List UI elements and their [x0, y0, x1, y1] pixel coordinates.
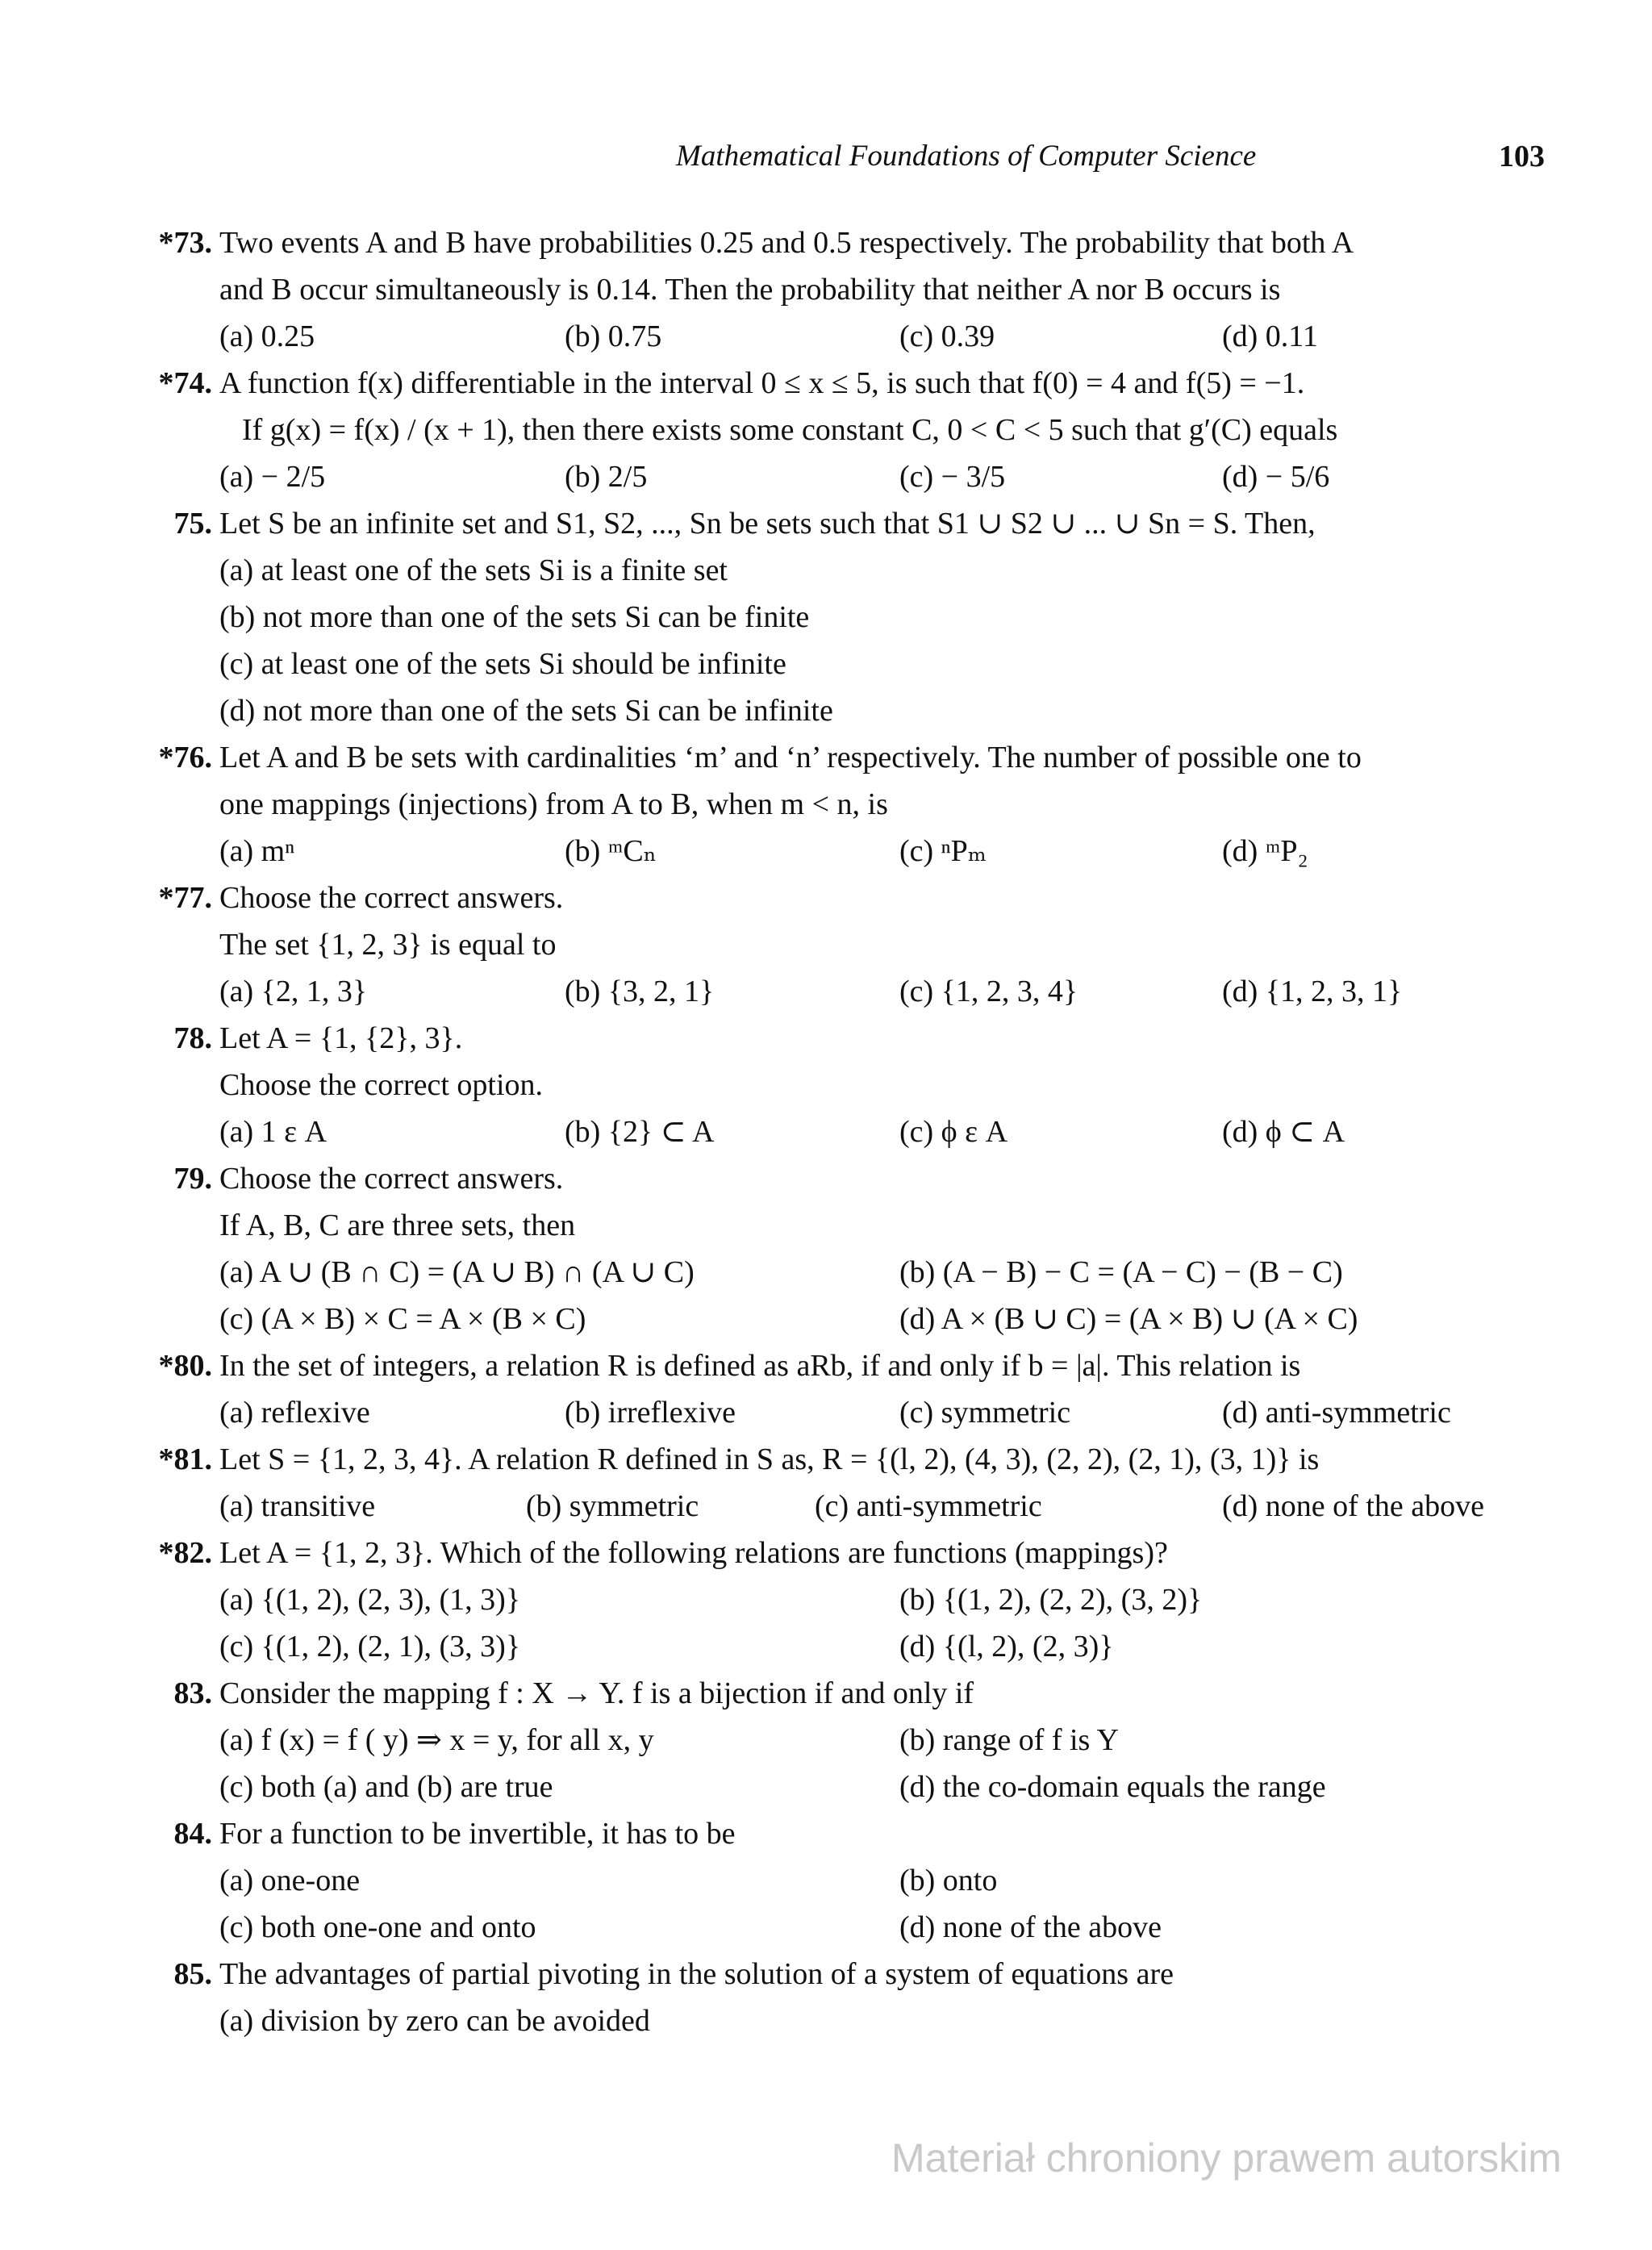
answer-option: (d) the co-domain equals the range	[899, 1770, 1326, 1804]
answer-option: (b) {3, 2, 1}	[565, 975, 715, 1008]
question-text: Choose the correct option.	[219, 1068, 544, 1102]
question-number: *81.	[158, 1442, 212, 1476]
answer-option: (d) none of the above	[899, 1910, 1162, 1944]
question-item	[0, 1810, 1652, 1951]
answer-option: (a) {2, 1, 3}	[219, 975, 368, 1008]
answer-option: (b) {(1, 2), (2, 2), (3, 2)}	[899, 1583, 1203, 1617]
question-text: Let A and B be sets with cardinalities ‘m’ and ‘n’ respectively. The number of possible one to	[219, 741, 1362, 774]
answer-option: (a) 1 ε A	[219, 1115, 327, 1149]
answer-option: (d) − 5/6	[1222, 460, 1330, 494]
question-text: In the set of integers, a relation R is defined as aRb, if and only if b = |a|. This relation is	[219, 1349, 1301, 1383]
question-line	[0, 1342, 1652, 1389]
answer-option: (c) both (a) and (b) are true	[219, 1770, 553, 1804]
answer-option: (d) A × (B ∪ C) = (A × B) ∪ (A × C)	[899, 1302, 1358, 1336]
question-line	[0, 219, 1652, 266]
answer-option: (b) onto	[899, 1864, 998, 1897]
question-line	[0, 1062, 1652, 1108]
question-line	[0, 1015, 1652, 1062]
question-number: 85.	[173, 1957, 212, 1991]
question-line	[0, 1155, 1652, 1202]
question-text: The advantages of partial pivoting in the solution of a system of equations are	[219, 1957, 1174, 1991]
question-text: Let S be an infinite set and S1, S2, ..., Sn be sets such that S1 ∪ S2 ∪ ... ∪ Sn = S. Then,	[219, 507, 1316, 541]
answer-option: (d) ᵐP₂	[1222, 834, 1308, 868]
answer-option: (d) none of the above	[1222, 1489, 1484, 1523]
answer-option: (a) transitive	[219, 1489, 376, 1523]
answer-option: (c) anti-symmetric	[815, 1489, 1042, 1523]
options-row	[0, 1997, 1652, 2044]
question-number: *82.	[158, 1536, 212, 1570]
question-line	[0, 1951, 1652, 1997]
answer-option: (a) one-one	[219, 1864, 361, 1897]
answer-option: (c) at least one of the sets Si should be infinite	[219, 647, 786, 681]
question-text: Two events A and B have probabilities 0.25 and 0.5 respectively. The probability that both A	[219, 226, 1354, 260]
answer-option: (a) division by zero can be avoided	[219, 2004, 650, 2038]
answer-option: (b) range of f is Y	[899, 1723, 1119, 1757]
question-number: *73.	[158, 226, 212, 260]
options-row	[0, 1108, 1652, 1155]
answer-option: (d) not more than one of the sets Si can be infinite	[219, 694, 833, 728]
question-number: 84.	[173, 1817, 212, 1851]
question-item	[0, 875, 1652, 1015]
question-number: *80.	[158, 1349, 212, 1383]
options-row	[0, 1717, 1652, 1764]
question-text: Choose the correct answers.	[219, 1162, 564, 1196]
question-item	[0, 500, 1652, 734]
question-item	[0, 1015, 1652, 1155]
options-row	[0, 1296, 1652, 1342]
answer-option: (d) {1, 2, 3, 1}	[1222, 975, 1403, 1008]
question-number: *77.	[158, 881, 212, 915]
question-text: Let A = {1, {2}, 3}.	[219, 1021, 463, 1055]
question-number: *74.	[158, 366, 212, 400]
question-item	[0, 1342, 1652, 1436]
answer-option: (d) ϕ ⊂ A	[1222, 1115, 1345, 1149]
question-line	[0, 1202, 1652, 1249]
answer-option: (a) mⁿ	[219, 834, 295, 868]
answer-option: (c) − 3/5	[899, 460, 1006, 494]
answer-option: (b) {2} ⊂ A	[565, 1115, 715, 1149]
answer-option: (c) {1, 2, 3, 4}	[899, 975, 1078, 1008]
question-item	[0, 360, 1652, 500]
options-row	[0, 1764, 1652, 1810]
options-row	[0, 687, 1652, 734]
question-text: one mappings (injections) from A to B, when m < n, is	[219, 787, 888, 821]
question-line	[0, 921, 1652, 968]
answer-option: (b) 2/5	[565, 460, 648, 494]
question-line	[0, 1530, 1652, 1576]
options-row	[0, 968, 1652, 1015]
question-text: For a function to be invertible, it has to be	[219, 1817, 736, 1851]
answer-option: (d) {(l, 2), (2, 3)}	[899, 1630, 1114, 1663]
question-line	[0, 734, 1652, 781]
question-text: Consider the mapping f : X → Y. f is a bijection if and only if	[219, 1676, 974, 1710]
answer-option: (b) symmetric	[526, 1489, 699, 1523]
question-line	[0, 875, 1652, 921]
question-text: Choose the correct answers.	[219, 881, 564, 915]
page-header	[0, 139, 1652, 187]
answer-option: (b) ᵐCₙ	[565, 834, 657, 868]
answer-option: (a) f (x) = f ( y) ⇒ x = y, for all x, y	[219, 1723, 654, 1757]
answer-option: (c) (A × B) × C = A × (B × C)	[219, 1302, 586, 1336]
answer-option: (b) irreflexive	[565, 1396, 736, 1430]
answer-option: (c) {(1, 2), (2, 1), (3, 3)}	[219, 1630, 521, 1663]
question-text: Let S = {1, 2, 3, 4}. A relation R defined in S as, R = {(l, 2), (4, 3), (2, 2), (2, 1), (3, 1)} is	[219, 1442, 1320, 1476]
answer-option: (a) reflexive	[219, 1396, 370, 1430]
answer-option: (c) ⁿPₘ	[899, 834, 987, 868]
question-line	[0, 1436, 1652, 1483]
answer-option: (b) not more than one of the sets Si can be finite	[219, 600, 810, 634]
answer-option: (b) 0.75	[565, 319, 662, 353]
question-line	[0, 781, 1652, 828]
options-row	[0, 641, 1652, 687]
question-number: 75.	[173, 507, 212, 541]
answer-option: (d) anti-symmetric	[1222, 1396, 1451, 1430]
question-text: A function f(x) differentiable in the interval 0 ≤ x ≤ 5, is such that f(0) = 4 and f(5) = −1.	[219, 366, 1305, 400]
options-row	[0, 594, 1652, 641]
running-title: Mathematical Foundations of Computer Science	[676, 140, 1257, 173]
question-number: 78.	[173, 1021, 212, 1055]
question-text: and B occur simultaneously is 0.14. Then the probability that neither A nor B occurs is	[219, 273, 1281, 307]
answer-option: (b) (A − B) − C = (A − C) − (B − C)	[899, 1255, 1343, 1289]
options-row	[0, 1857, 1652, 1904]
question-item	[0, 1530, 1652, 1670]
question-line	[0, 407, 1652, 453]
question-number: *76.	[158, 741, 212, 774]
options-row	[0, 1483, 1652, 1530]
answer-option: (a) A ∪ (B ∩ C) = (A ∪ B) ∩ (A ∪ C)	[219, 1255, 695, 1289]
options-row	[0, 453, 1652, 500]
answer-option: (c) symmetric	[899, 1396, 1071, 1430]
question-text: The set {1, 2, 3} is equal to	[219, 928, 557, 962]
question-item	[0, 1670, 1652, 1810]
page-number: 103	[1499, 140, 1545, 173]
answer-option: (c) 0.39	[899, 319, 995, 353]
options-row	[0, 1249, 1652, 1296]
question-item	[0, 734, 1652, 875]
answer-option: (a) 0.25	[219, 319, 315, 353]
options-row	[0, 828, 1652, 875]
options-row	[0, 1904, 1652, 1951]
answer-option: (c) both one-one and onto	[219, 1910, 536, 1944]
question-line	[0, 266, 1652, 313]
question-text: If A, B, C are three sets, then	[219, 1208, 576, 1242]
copyright-watermark: Materiał chroniony prawem autorskim	[891, 2135, 1562, 2181]
question-item	[0, 219, 1652, 360]
question-line	[0, 1670, 1652, 1717]
answer-option: (a) {(1, 2), (2, 3), (1, 3)}	[219, 1583, 521, 1617]
question-item	[0, 1436, 1652, 1530]
options-row	[0, 313, 1652, 360]
options-row	[0, 1623, 1652, 1670]
question-number: 83.	[173, 1676, 212, 1710]
question-line	[0, 500, 1652, 547]
question-line	[0, 360, 1652, 407]
answer-option: (c) ϕ ε A	[899, 1115, 1008, 1149]
question-line	[0, 1810, 1652, 1857]
answer-option: (a) − 2/5	[219, 460, 326, 494]
options-row	[0, 1389, 1652, 1436]
question-text: If g(x) = f(x) / (x + 1), then there exists some constant C, 0 < C < 5 such that g′(C) equals	[242, 413, 1338, 447]
question-list	[0, 219, 1652, 2044]
options-row	[0, 547, 1652, 594]
options-row	[0, 1576, 1652, 1623]
answer-option: (d) 0.11	[1222, 319, 1318, 353]
question-number: 79.	[173, 1162, 212, 1196]
answer-option: (a) at least one of the sets Si is a finite set	[219, 553, 728, 587]
question-text: Let A = {1, 2, 3}. Which of the following relations are functions (mappings)?	[219, 1536, 1168, 1570]
question-item	[0, 1951, 1652, 2044]
question-item	[0, 1155, 1652, 1342]
